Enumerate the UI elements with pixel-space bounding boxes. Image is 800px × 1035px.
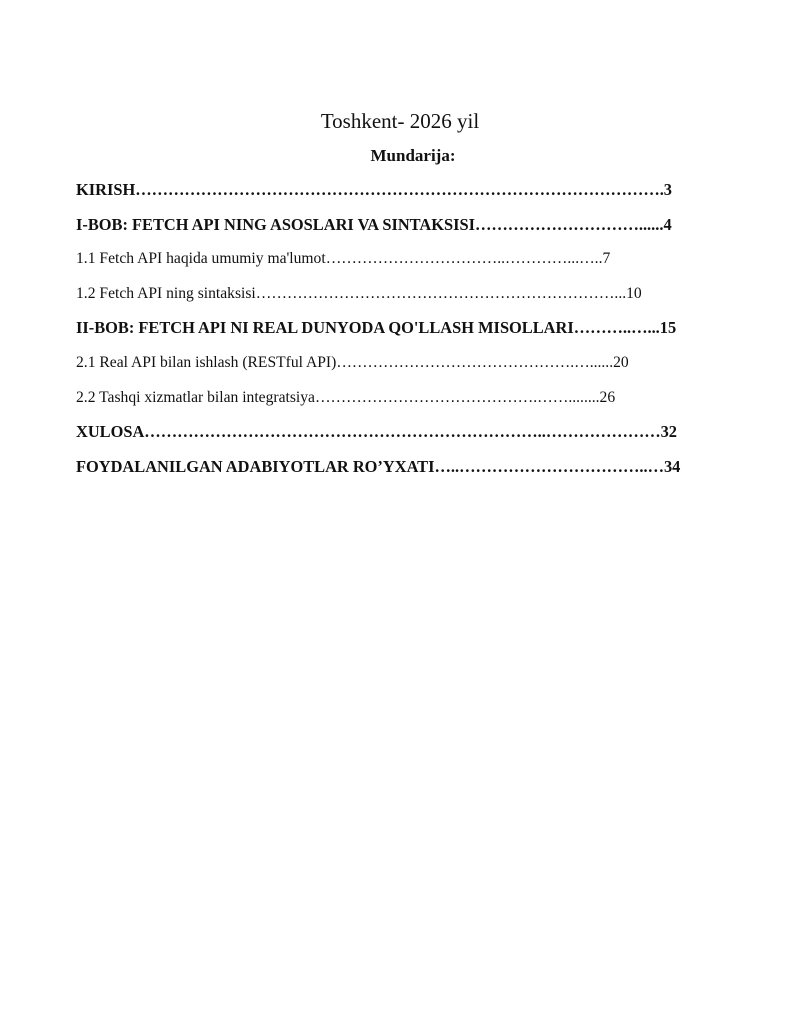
- toc-entry-text: KIRISH…………………………………………………………………………………….3: [76, 180, 673, 199]
- toc-entry-text: I-BOB: FETCH API NING ASOSLARI VA SINTAKSISI…………………………......4: [76, 214, 672, 234]
- toc-entry-text: II-BOB: FETCH API NI REAL DUNYODA QO'LLASH MISOLLARI………..…...15: [76, 318, 677, 338]
- table-of-contents: [76, 178, 746, 489]
- toc-entry-text: 2.2 Tashqi xizmatlar bilan integratsiya…………………………………….……........26: [76, 388, 616, 406]
- toc-entry-xulosa: [76, 420, 746, 455]
- toc-entry-section-1-1: [76, 247, 746, 282]
- place-year-heading: Toshkent- 2026 yil: [320, 109, 480, 133]
- toc-entry-section-2-2: [76, 386, 746, 421]
- toc-entry-text: 2.1 Real API bilan ishlash (RESTful API)……………………………………….…......20: [76, 353, 629, 371]
- toc-entry-section-2-1: [76, 351, 746, 386]
- toc-entry-text: XULOSA………………………………………………………………..…………………32: [76, 422, 678, 442]
- toc-title: Mundarija:: [370, 146, 456, 165]
- toc-entry-kirish: [76, 178, 746, 213]
- toc-entry-chapter-2: [76, 316, 746, 351]
- toc-entry-text: FOYDALANILGAN ADABIYOTLAR RO’YXATI…..……………………………..…34: [76, 456, 681, 476]
- toc-entry-chapter-1: [76, 213, 746, 248]
- toc-entry-references: [76, 455, 746, 490]
- toc-entry-section-1-2: [76, 282, 746, 317]
- toc-entry-text: 1.1 Fetch API haqida umumiy ma'lumot……………………………..…………...…..7: [76, 250, 611, 268]
- toc-entry-text: 1.2 Fetch API ning sintaksisi……………………………………………………………...10: [76, 284, 642, 302]
